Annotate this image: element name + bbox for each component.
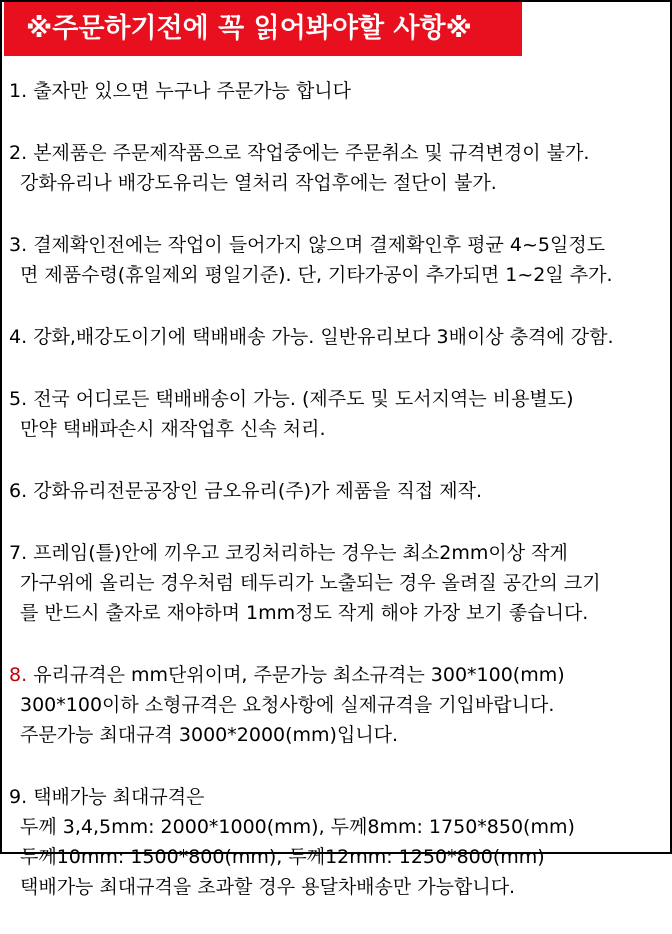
notice-item-1	[2, 76, 672, 106]
notice-line: 면 제품수령(휴일제외 평일기준). 단, 기타가공이 추가되면 1~2일 추가.	[20, 264, 613, 286]
banner-blank-area	[522, 2, 670, 56]
item-number: 2.	[9, 142, 28, 164]
notice-line	[2, 476, 672, 506]
notice-item-5	[2, 384, 672, 444]
notice-item-6	[2, 476, 672, 506]
notice-list	[2, 76, 672, 934]
item-text: 강화,배강도이기에 택배배송 가능. 일반유리보다 3배이상 충격에 강함.	[33, 326, 614, 348]
item-text: 유리규격은 mm단위이며, 주문가능 최소규격는 300*100(mm)	[33, 664, 565, 686]
item-number: 5.	[9, 388, 28, 410]
item-number: 1.	[9, 80, 28, 102]
item-number: 7.	[9, 542, 28, 564]
item-text: 전국 어디로든 택배배송이 가능. (제주도 및 도서지역는 비용별도)	[33, 388, 574, 410]
item-text: 본제품은 주문제작품으로 작업중에는 주문취소 및 규격변경이 불가.	[33, 142, 590, 164]
notice-item-9	[2, 782, 672, 902]
notice-line: 만약 택배파손시 재작업후 신속 처리.	[20, 418, 326, 440]
notice-item-3	[2, 230, 672, 290]
notice-banner-title: ※주문하기전에 꼭 읽어봐야할 사항※	[4, 2, 522, 56]
item-number: 8.	[9, 664, 28, 686]
notice-line: 강화유리나 배강도유리는 열처리 작업후에는 절단이 불가.	[20, 172, 497, 194]
item-number: 4.	[9, 326, 28, 348]
notice-line	[2, 322, 672, 352]
item-number: 3.	[9, 234, 28, 256]
notice-line	[2, 538, 672, 568]
notice-line	[2, 230, 672, 260]
notice-line: 두께10mm: 1500*800(mm), 두께12mm: 1250*800(mm)	[20, 846, 545, 868]
notice-item-4	[2, 322, 672, 352]
item-text: 프레임(틀)안에 끼우고 코킹처리하는 경우는 최소2mm이상 작게	[33, 542, 568, 564]
item-text: 강화유리전문공장인 금오유리(주)가 제품을 직접 제작.	[33, 480, 482, 502]
notice-line	[2, 782, 672, 812]
notice-item-2	[2, 138, 672, 198]
notice-item-8	[2, 660, 672, 750]
notice-line	[2, 76, 672, 106]
notice-line: 택배가능 최대규격을 초과할 경우 용달차배송만 가능합니다.	[20, 876, 516, 898]
item-number: 6.	[9, 480, 28, 502]
notice-line: 두께 3,4,5mm: 2000*1000(mm), 두께8mm: 1750*850(mm)	[20, 816, 575, 838]
notice-line	[2, 138, 672, 168]
notice-line: 가구위에 올리는 경우처럼 테두리가 노출되는 경우 올려질 공간의 크기	[20, 572, 601, 594]
item-text: 택배가능 최대규격은	[33, 786, 205, 808]
item-number: 9.	[9, 786, 28, 808]
notice-line	[2, 660, 672, 690]
notice-line	[2, 384, 672, 414]
item-text: 결제확인전에는 작업이 들어가지 않으며 결제확인후 평균 4~5일정도	[33, 234, 606, 256]
notice-line: 300*100이하 소형규격은 요청사항에 실제규격을 기입바랍니다.	[20, 694, 555, 716]
notice-line: 주문가능 최대규격 3000*2000(mm)입니다.	[20, 724, 399, 746]
item-text: 출자만 있으면 누구나 주문가능 합니다	[33, 80, 352, 102]
notice-line: 를 반드시 출자로 재야하며 1mm정도 작게 해야 가장 보기 좋습니다.	[20, 602, 589, 624]
notice-item-7	[2, 538, 672, 628]
